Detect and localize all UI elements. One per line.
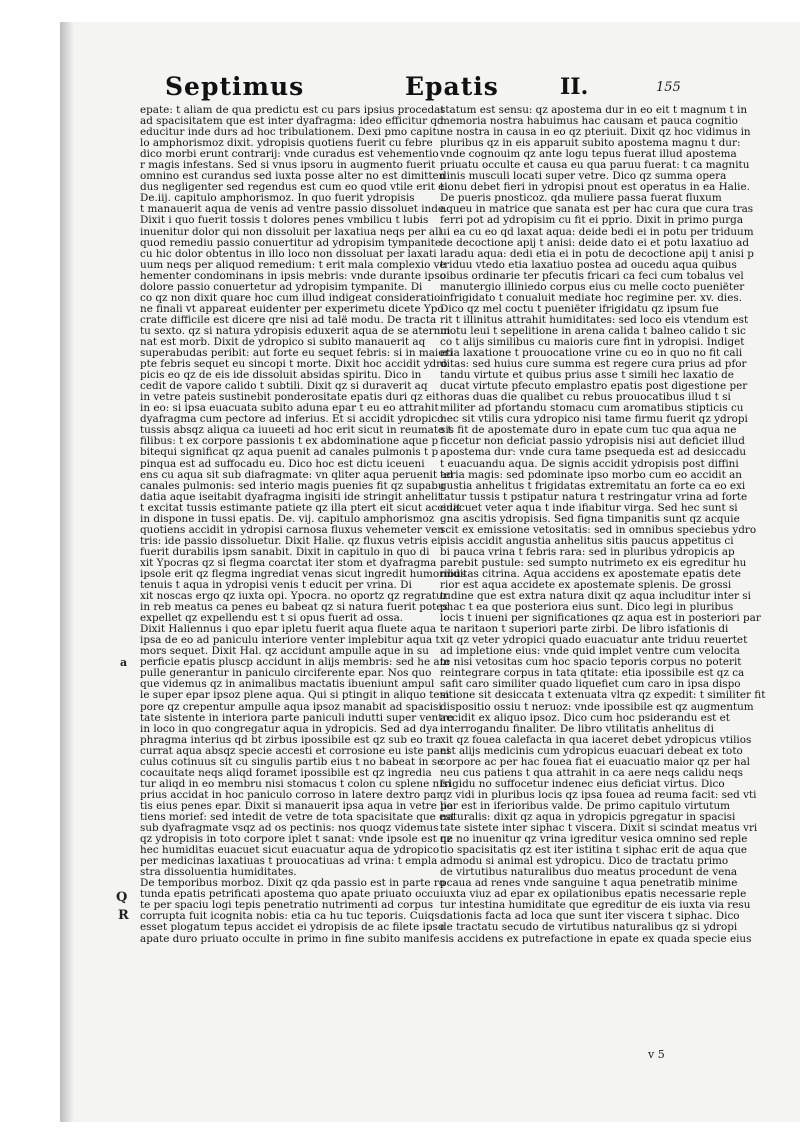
text-line: prius accidat in hoc paniculo corroso in latere dextro par — [140, 788, 442, 801]
text-line: admodu si animal est ydropicu. Dico de tractatu primo — [440, 855, 729, 868]
text-line: cu hic dolor obtentus in illo loco non dissoluat per laxati — [140, 247, 437, 260]
text-line: apostema dur: vnde cura tame psequeda est ad desiccadu — [440, 446, 747, 459]
text-line: omnino est curandus sed iuxta posse alter no est dimitten — [140, 170, 446, 183]
text-line: ne no inuenitur qz vrina igreditur vesica omnino sed reple — [440, 833, 748, 846]
text-line: fuerit durabilis ipsm sanabit. Dixit in capitulo in quo di — [140, 545, 430, 558]
text-line: t euacuandu aqua. De signis accidit ydropisis post diffini — [440, 457, 739, 470]
text-line: te per spaciu logi tepis penetratio nutrimenti ad corpus — [140, 899, 434, 912]
right-text-column — [440, 104, 766, 945]
text-line: lo amphorismoz dixit. ydropisis quotiens fuerit cu febre — [140, 137, 433, 150]
text-line: mors sequet. Dixit Hal. qz accidunt ampulle aque in su — [140, 645, 429, 658]
text-line: quod remediu passio conuertitur ad ydropisim tympanite — [140, 236, 442, 249]
text-line: bi pauca vrina t febris rara: sed in pluribus ydropicis ap — [440, 545, 735, 558]
text-line: interrogandu finaliter. De libro vtilitatis anhelitus di — [440, 722, 714, 735]
text-line: culus cotinuus sit cu singulis partib eius t no babeat in se — [140, 755, 444, 768]
text-line: ne nostra in causa in eo qz pteriuit. Dixit qz hoc vidimus in — [440, 126, 751, 139]
text-line: canales pulmonis: sed interio magis puenies fit qz supabu — [140, 479, 445, 492]
text-line: De pueris pnosticoz. qda muliere passa fuerat fluxum — [440, 192, 722, 205]
text-line: tis eius penes epar. Dixit si manauerit ipsa aqua in vetre pa — [140, 799, 454, 812]
page-gutter-shadow — [60, 22, 74, 1122]
text-line: esset plogatum tepus accidet ei ydropisis de ac filete ipso — [140, 921, 445, 934]
text-line: miditas citrina. Aqua accidens ex apostemate epatis dete — [440, 567, 741, 580]
text-line: teria magis: sed pdominate ipso morbo cum eo accidit an — [440, 468, 742, 481]
text-line: tur aliqd in eo membru nisi stomacus t colon cu splene nisi — [140, 777, 452, 790]
text-line: tu sexto. qz si natura ydropisis eduxerit aqua de se aternui — [140, 324, 451, 337]
text-line: sis fit de apostemate duro in epate cum tuc qua aqua ne — [440, 424, 737, 437]
text-line: inuenitur dolor qui non dissoluit per laxatiua neqs per all — [140, 225, 442, 238]
text-line: Dixit i quo fuerit tossis t dolores penes vmbilicu t lubis — [140, 214, 429, 227]
text-line: gna ascitis ydropisis. Sed figna timpanitis sunt qz acquie — [440, 512, 740, 525]
text-line: phac t ea que posteriora eius sunt. Dico legi in pluribus — [440, 601, 734, 614]
margin-note-q: Q — [116, 890, 128, 905]
text-line: tate sistente in interiora parte paniculi indutti super ventre — [140, 711, 454, 724]
text-line: dus negligenter sed regendus est cum eo quod vtile erit ei. — [140, 181, 451, 194]
text-line: t excitat tussis estimante patiete qz illa ptert eit sicut accidit — [140, 501, 461, 514]
text-line: dationis facta ad loca que sunt iter viscera t siphac. Dico — [440, 910, 740, 923]
text-line: sub dyafragmate vsqz ad os pectinis: nos quoqz videmus — [140, 822, 439, 835]
text-line: xit qz fouea calefacta in qua iaceret debet ydropicus vtilios — [440, 733, 752, 746]
text-line: ens cu aqua sit sub diafragmate: vn qliter aqua peruenit ad — [140, 468, 454, 481]
text-line: statum est sensu: qz apostema dur in eo eit t magnum t in — [440, 104, 748, 116]
text-line: co t alijs similibus cu maioris cure fint in ydropisi. Indiget — [440, 335, 745, 348]
text-line: pisis accidit angustia anhelitus sitis paucus appetitus ci — [440, 534, 734, 547]
text-line: in loco in quo congregatur aqua in ydropicis. Sed ad dya — [140, 722, 439, 735]
text-line: hec sit vtilis cura ydropico nisi tame firmu fuerit qz ydropi — [440, 413, 748, 426]
text-line: tate sistete inter siphac t viscera. Dixit si scindat meatus vri — [440, 822, 758, 835]
text-line: dico morbi erunt contrarij: vnde curadus est vehementio — [140, 148, 439, 161]
text-line: ad impletione eius: vnde quid implet ventre cum velocita — [440, 645, 740, 658]
text-line: in reb meatus ca penes eu babeat qz si natura fuerit potes — [140, 601, 448, 614]
text-line: ducat virtute pfecuto emplastro epatis post digestione per — [440, 380, 748, 393]
text-line: tionu debet fieri in ydropisi pnout est operatus in ea Halie. — [440, 181, 750, 194]
text-line: phragma interius qd bt zirbus ipossibile est qz sub eo tra — [140, 733, 442, 746]
text-line: cocauitate neqs aliqd foramet ipossibile est qz ingredia — [140, 766, 432, 779]
text-line: datia aque iseitabit dyafragma ingisiti ide stringit anhelit — [140, 490, 442, 503]
folio-number: 155 — [656, 80, 681, 95]
text-line: tudine que est extra natura dixit qz aqua includitur inter si — [440, 590, 751, 603]
text-line: le super epar ipsoz plene aqua. Qui si ptingit in aliquo tem — [140, 689, 450, 702]
text-line: rit t illinitus attrahit humiditates: sed loco eis vtendum est — [440, 313, 749, 326]
text-line: r magis infestans. Sed si vnus ipsoru in augmento fuerit — [140, 159, 436, 172]
margin-note-a: a — [120, 656, 128, 669]
text-line: tur intestina humiditate que egreditur de eis iuxta via resu — [440, 899, 751, 912]
text-line: dispositio ossiu t neruoz: vnde ipossibile est qz augmentum — [440, 700, 754, 713]
text-line: t manauerit aqua de venis ad ventre passio dissoluet inde. — [140, 203, 448, 216]
text-line: te nisi vetositas cum hoc spacio teporis corpus no poterit — [440, 656, 742, 669]
chapter-number: II. — [560, 74, 589, 100]
text-line: te naritaon t superiori parte zirbi. De libro isfationis di — [440, 623, 729, 636]
text-line: uum neqs per aliquod remedium: t erit mala complexio ve — [140, 258, 446, 271]
text-line: currat aqua absqz specie accesti et corrosione eu iste pani — [140, 744, 450, 757]
text-line: xit noscas ergo qz iuxta opi. Ypocra. no oportz qz regratur — [140, 590, 448, 603]
text-line: euacuet veter aqua t inde ifiabitur virga. Sed hec sunt si — [440, 501, 738, 514]
text-line: apate duro priuato occulte in primo in fine subito manife — [140, 932, 440, 945]
text-line: safit caro similiter quado liquefiet cum caro in ipsa dispo — [440, 678, 741, 691]
text-line: De temporibus morboz. Dixit qz qda passio est in parte ro — [140, 877, 446, 890]
text-line: bitequi significat qz aqua puenit ad canales pulmonis t p — [140, 446, 439, 459]
text-line: de virtutibus naturalibus duo meatus procedunt de vena — [440, 866, 738, 879]
text-line: priuatu occulte et causa eu qua paruu fuerat: t ca magnitu — [440, 159, 750, 172]
text-line: oibus ordinarie ter pfecutis fricari ca feci cum tobalus vel — [440, 269, 744, 282]
text-line: qz vidi in pluribus locis qz ipsa fouea ad reuma facit: sed vti — [440, 788, 757, 801]
text-line: scit ex emissione vetositatis: sed in omnibus speciebus ydro — [440, 523, 757, 536]
text-line: tunda epatis petrificati apostema quo apate priuato occu — [140, 888, 440, 901]
text-line: triduu vtedo etia laxatiuo postea ad oucedu aqua quibus — [440, 258, 737, 271]
text-line: educitur inde durs ad hoc tribulationem. Dexi pmo capitu — [140, 126, 444, 139]
text-line: Dixit Haliennus i quo epar ipletu fuerit aqua fluete aqua — [140, 623, 437, 636]
text-line: infrigidato t conualuit mediate hoc regimine per. xv. dies. — [440, 291, 743, 304]
text-line: tris: ide passio dissoluetur. Dixit Halie. qz fluxus vetris ei — [140, 534, 441, 547]
text-line: locis t inueni per significationes qz aqua est in posteriori par — [440, 612, 761, 625]
text-line: pte febris sequet eu sincopi t morte. Dixit hoc accidit ydro — [140, 358, 448, 371]
text-line: pulle generantur in paniculo circiferente epar. Nos quo — [140, 667, 432, 680]
signature-mark: v 5 — [648, 1048, 665, 1061]
text-line: hec humiditas euacuet sicut euacuatur aqua de ydropico — [140, 844, 440, 857]
text-line: vnde cognouim qz ante logu tepus fuerat illud apostema — [440, 148, 737, 161]
text-line: ad spacisitatem que est inter dyafragma: ideo efficitur qd — [140, 115, 444, 128]
text-line: tiens morief: sed intedit de vetre de tota spacisitate que est — [140, 811, 455, 823]
text-line: sitione sit desiccata t extenuata vltra qz expedit: t similiter fit — [440, 689, 766, 702]
text-line: pcaua ad renes vnde sanguine t aqua penetratib minime — [440, 877, 738, 890]
text-line: superabudas peribit: aut forte eu sequet febris: si in maiori — [140, 347, 453, 360]
text-line: frigidu no suffocetur indenec eius deficiat virtus. Dico — [440, 777, 725, 790]
text-line: de tractatu secudo de virtutibus naturalibus qz si ydropi — [440, 921, 738, 934]
text-line: pinqua est ad suffocadu eu. Dico hoc est dictu iceueni — [140, 457, 425, 470]
text-line: horas duas die qualibet cu rebus prouocatibus illud t si — [440, 391, 731, 404]
text-line: gustia anhelitus t frigidatas extremitatu an forte ca eo exi — [440, 479, 746, 492]
text-line: qz ydropisis in toto corpore iplet t sanat: vnde ipsole est qz — [140, 833, 453, 846]
text-line: motu leui t sepelitione in arena calida t balneo calido t sic — [440, 324, 746, 337]
text-line: per medicinas laxatiuas t prouocatiuas ad vrina: t empla — [140, 855, 438, 868]
text-line: dyafragma cum pectore ad inferius. Et si accidit ydropico — [140, 413, 444, 426]
text-line: in eo: si ipsa euacuata subito aduna epar t eu eo attrahit — [140, 402, 439, 415]
text-line: memoria nostra habuimus hac causam et pauca cognitio — [440, 115, 738, 128]
text-line: ficcetur non deficiat passio ydropisis nisi aut deficiet illud — [440, 435, 745, 448]
margin-note-r: R — [118, 908, 129, 923]
text-line: tandu virtute et quibus prius asse t simili hec laxatio de — [440, 369, 734, 382]
text-line: dinis musculi locati super vetre. Dico qz summa opera — [440, 170, 727, 183]
text-line: parebit pustule: sed sumpto nutrimeto ex eis egreditur hu — [440, 556, 747, 569]
text-line: tussis absqz aliqua ca iuueeti ad hoc erit sicut in reumate t — [140, 424, 452, 437]
text-line: lior est in iferioribus valde. De primo capitulo virtutum — [440, 799, 730, 812]
text-line: de decoctione apij t anisi: deide dato ei et potu laxatiuo ad — [440, 236, 749, 249]
running-head-right: Epatis — [405, 72, 499, 101]
text-line: aqueu in matrice que sanata est per hac cura que cura tras — [440, 203, 754, 216]
text-line: perficie epatis pluscp accidunt in alijs membris: sed he am — [140, 656, 450, 669]
text-line: quotiens accidit in ydropisi carnosa fluxus vehemeter ven — [140, 523, 444, 536]
text-line: in dispone in tussi epatis. De. vij. capitulo amphorismoz — [140, 512, 435, 525]
text-line: que videmus qz in animalibus mactatis ibueniunt ampul — [140, 678, 435, 691]
text-line: dolore passio conuertetur ad ydropisim tympanite. Di — [140, 280, 423, 293]
text-line: sis accidens ex putrefactione in epate ex quada specie eius — [440, 932, 752, 945]
text-line: epate: t aliam de qua predictu est cu pars ipsius procedat — [140, 104, 445, 116]
text-line: rior est aqua accidete ex apostemate splenis. De grossi — [440, 579, 732, 592]
text-line: stra dissoluentia humiditates. — [140, 866, 297, 879]
text-line: reintegrare corpus in tata qtitate: etia ipossibile est qz ca — [440, 667, 745, 680]
text-line: etia laxatione t prouocatione vrine cu eo in quo no fit cali — [440, 347, 743, 360]
text-line: hementer condominans in ipsis mebris: vnde durante ipso — [140, 269, 446, 282]
text-line: ui ea cu eo qd laxat aqua: deide bedi ei in potu per triduum — [440, 225, 754, 238]
text-line: in vetre pateis sustinebit ponderositate epatis duri qz eit — [140, 391, 440, 404]
text-line: expellet qz expellendu est t si opus fuerit ad ossa. — [140, 612, 404, 625]
text-line: tenuis t aqua in ydropisi venis t educit per vrina. Di — [140, 579, 412, 592]
text-line: co qz non dixit quare hoc cum illud indigeat consideratio — [140, 291, 441, 304]
text-line: ipsole erit qz flegma ingrediat venas sicut ingredit humoribus — [140, 567, 467, 580]
text-line: De.iij. capitulo amphorismoz. In quo fuerit ydropisis — [140, 192, 415, 205]
running-head-left: Septimus — [165, 72, 305, 101]
text-line: cedit de vapore calido t subtili. Dixit qz si duraverit aq — [140, 380, 428, 393]
text-line: picis eo qz de eis ide dissoluit absidas spiritu. Dico in — [140, 369, 422, 382]
text-line: militer ad pfortandu stomacu cum aromatibus stipticis cu — [440, 402, 744, 415]
text-line: accidit ex aliquo ipsoz. Dico cum hoc psiderandu est et — [440, 711, 730, 724]
text-line: filibus: t ex corpore passionis t ex abdominatione aque p — [140, 435, 439, 448]
text-line: naturalis: dixit qz aqua in ydropicis pgregatur in spacisi — [440, 811, 736, 823]
text-line: est alijs medicinis cum ydropicus euacuari debeat ex toto — [440, 744, 743, 757]
text-line: corrupta fuit icognita nobis: etia ca hu tuc teporis. Cuiqs — [140, 910, 440, 923]
text-line: ferri pot ad ydropisim cu fit ei pprio. Dixit in primo purga — [440, 214, 744, 227]
text-line: pore qz crepentur ampulle aqua ipsoz manabit ad spacisi — [140, 700, 442, 713]
text-line: tatur tussis t pstipatur natura t restringatur vrina ad forte — [440, 490, 748, 503]
text-line: xit qz veter ydropici quado euacuatur ante triduu reuertet — [440, 634, 748, 647]
text-line: neu cus patiens t qua attrahit in ca aere neqs calidu neqs — [440, 766, 743, 779]
text-line: Dico qz mel coctu t pueniëter ifrigidatu qz ipsum fue — [440, 302, 719, 315]
text-line: pluribus qz in eis apparuit subito apostema magnu t dur: — [440, 137, 741, 150]
text-line: iuxta viuz ad epar ex opilationibus epatis necessarie reple — [440, 888, 747, 901]
text-line: crate difficile est dicere qre nisi ad talë modu. De tracta — [140, 313, 437, 326]
left-text-column — [140, 104, 467, 945]
text-line: corpore ac per hac fouea fiat ei euacuatio maior qz per hal — [440, 755, 750, 768]
text-line: manutergio illiniedo corpus eius cu melle cocto pueniëter — [440, 280, 745, 293]
text-line: xit Ypocras qz si flegma coarctat iter stom et dyafragma — [140, 556, 437, 569]
text-line: tio spacisitatis qz est iter istitina t siphac erit de aqua que — [440, 844, 748, 857]
text-line: nat est morb. Dixit de ydropico si subito manauerit aq — [140, 335, 426, 348]
text-line: laradu aqua: dedi etia ei in potu de decoctione apij t anisi p — [440, 247, 754, 260]
text-line: ne finali vt appareat euidenter per experimetu dicete Ypo — [140, 302, 444, 315]
text-line: ipsa de eo ad paniculu interiore venter implebitur aqua t — [140, 634, 440, 647]
text-line: ditas: sed huius cure summa est regere cura prius ad pfor — [440, 358, 747, 371]
